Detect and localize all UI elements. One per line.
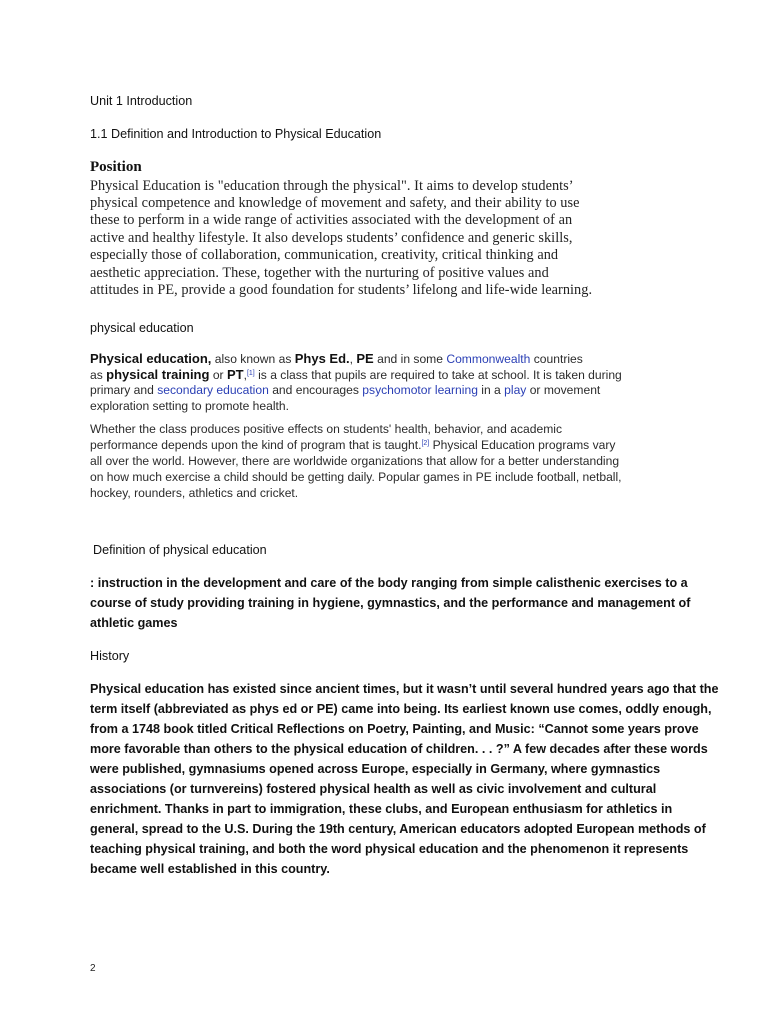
- history-line: were published, gymnasiums opened across Europe, especially in Germany, where gymnastics: [90, 762, 661, 776]
- history-line: term itself (abbreviated as phys ed or PE) came into being. Its earliest known use comes, oddly enough,: [90, 702, 712, 716]
- history-line: teaching physical training, and both the word physical education and the phenomenon it represents: [90, 842, 689, 856]
- history-line: became well established in this country.: [90, 862, 330, 876]
- history-line: enrichment. Thanks in part to immigration, these clubs, and European enthusiasm for athletics in: [90, 802, 673, 816]
- history-line: from a 1748 book titled Critical Reflections on Poetry, Painting, and Music: “Cannot some years prove: [90, 722, 699, 736]
- position-line: aesthetic appreciation. These, together with the nurturing of positive values and: [90, 265, 549, 281]
- wiki-line: [90, 351, 583, 368]
- text-run: countries: [530, 352, 583, 366]
- history-line: general, spread to the U.S. During the 19th century, American educators adopted European methods of: [90, 822, 706, 836]
- text-run: primary and: [90, 383, 158, 397]
- text-run: as: [90, 368, 107, 382]
- text-run: performance depends upon the kind of program that is taught.: [90, 438, 422, 452]
- pe-heading: physical education: [90, 321, 194, 335]
- term-pe: PE: [356, 351, 374, 366]
- text-run: in a: [477, 383, 505, 397]
- link-commonwealth[interactable]: Commonwealth: [446, 352, 531, 366]
- wiki-line: hockey, rounders, athletics and cricket.: [90, 486, 299, 500]
- position-line: attitudes in PE, provide a good foundation for students’ lifelong and life-wide learning.: [90, 282, 593, 298]
- text-run: also known as: [211, 352, 295, 366]
- definition-line: : instruction in the development and care of the body ranging from simple calisthenic exercises to a: [90, 576, 688, 590]
- wiki-line: exploration setting to promote health.: [90, 399, 289, 413]
- term-pt: PT: [226, 367, 244, 382]
- page-number: 2: [90, 963, 96, 974]
- position-heading: Position: [90, 159, 142, 175]
- text-run: or: [209, 368, 227, 382]
- history-line: Physical education has existed since ancient times, but it wasn’t until several hundred years ago that the: [90, 682, 719, 696]
- position-line: these to perform in a wide range of activities associated with the development of an: [90, 212, 573, 228]
- history-line: more favorable than others to the physical education of children. . . ?” A few decades after these words: [90, 742, 708, 756]
- text-run: is a class that pupils are required to take at school. It is taken during: [254, 368, 622, 382]
- unit-title: Unit 1 Introduction: [90, 94, 193, 108]
- definition-line: athletic games: [90, 616, 178, 630]
- text-run: or movement: [526, 383, 601, 397]
- definition-heading: Definition of physical education: [93, 543, 267, 557]
- section-title: 1.1 Definition and Introduction to Physical Education: [90, 127, 382, 141]
- text-run: ,: [349, 352, 357, 366]
- text-run: and encourages: [268, 383, 363, 397]
- wiki-line: [90, 383, 600, 399]
- position-line: active and healthy lifestyle. It also develops students’ confidence and generic skills,: [90, 230, 573, 246]
- wiki-line: all over the world. However, there are worldwide organizations that allow for a better understanding: [90, 454, 620, 468]
- text-run: Physical Education programs vary: [429, 438, 616, 452]
- link-play[interactable]: play: [504, 383, 527, 397]
- position-line: especially those of collaboration, communication, creativity, critical thinking and: [90, 247, 559, 263]
- position-line: Physical Education is "education through the physical". It aims to develop students’: [90, 178, 574, 194]
- position-line: physical competence and knowledge of movement and safety, and their ability to use: [90, 195, 580, 211]
- text-run: ,: [243, 368, 247, 382]
- reference-link[interactable]: [2]: [421, 440, 430, 447]
- link-secondary-education[interactable]: secondary education: [157, 383, 269, 397]
- history-line: associations (or turnvereins) fostered physical health as well as civic involvement and cultural: [90, 782, 657, 796]
- reference-link[interactable]: [1]: [246, 370, 255, 377]
- term-physical-training: physical training: [106, 367, 210, 382]
- term-phys-ed: Phys Ed.: [294, 351, 350, 366]
- definition-line: course of study providing training in hygiene, gymnastics, and the performance and management of: [90, 596, 691, 610]
- wiki-line: on how much exercise a child should be getting daily. Popular games in PE include football, netball,: [90, 470, 622, 484]
- term-physical-education: Physical education,: [90, 351, 212, 366]
- history-heading: History: [90, 649, 130, 663]
- wiki-line: Whether the class produces positive effects on students' health, behavior, and academic: [90, 422, 563, 436]
- link-psychomotor-learning[interactable]: psychomotor learning: [362, 383, 478, 397]
- wiki-line: [90, 438, 615, 454]
- text-run: and in some: [373, 352, 447, 366]
- wiki-line: [90, 367, 622, 384]
